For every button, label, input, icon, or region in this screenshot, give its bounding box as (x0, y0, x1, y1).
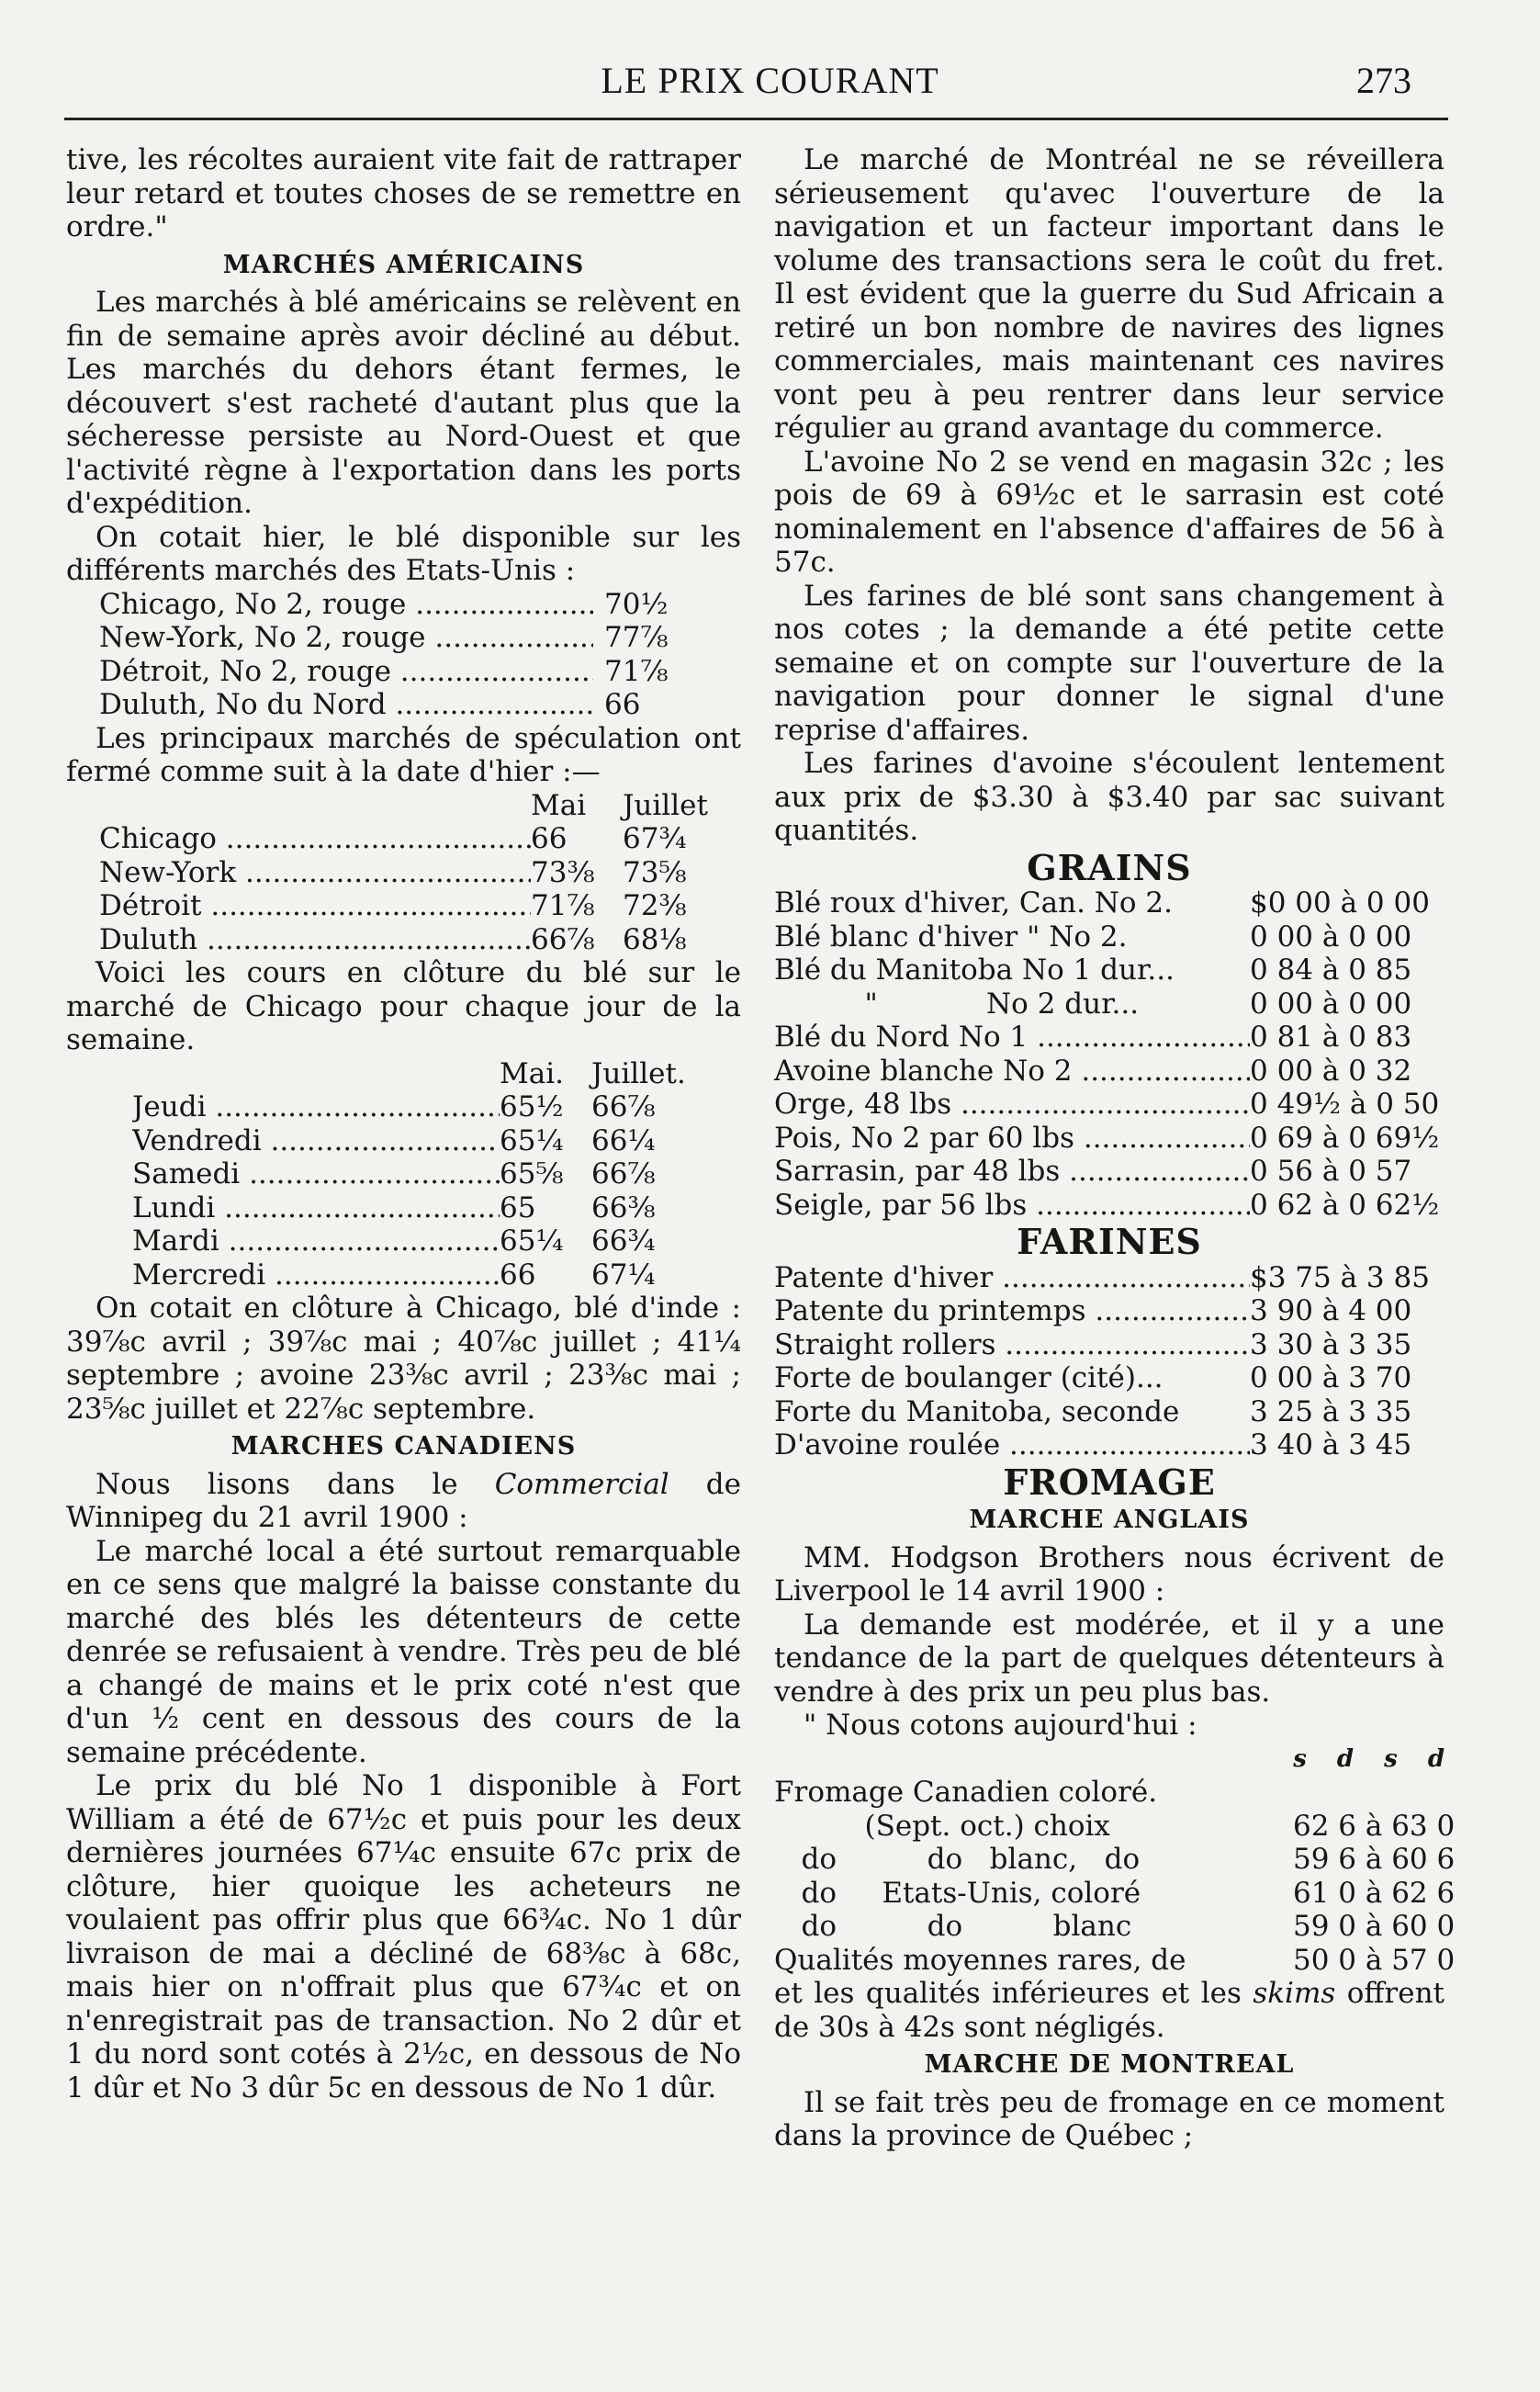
cell: 66 (531, 822, 568, 855)
intro-paragraph: tive, les récoltes auraient vite fait de rattraper leur retard et toutes choses de se remettre en ordre." (66, 143, 741, 243)
quote-label: Chicago, No 2, rouge ..... (99, 588, 593, 622)
price-label: Patente du printemps ..... (774, 1294, 1250, 1328)
cell: 72⅜ (623, 889, 687, 922)
price-label: Qualités moyennes rares, de (774, 1943, 1186, 1977)
price-label: Blé du Manitoba No 1 dur... (774, 953, 1175, 987)
cell: 65¼ (500, 1123, 564, 1157)
cell: 66⅞ (591, 1090, 656, 1123)
price-label: Avoine blanche No 2 ..... (774, 1055, 1250, 1089)
row-label: Vendredi ..... (132, 1124, 500, 1158)
price-value: 3 25 à 3 35 (1250, 1394, 1412, 1428)
price-row (774, 1294, 1444, 1328)
price-row (774, 1261, 1444, 1295)
cell: 67¼ (591, 1258, 656, 1292)
table-row (132, 1090, 741, 1124)
heading-marches-americains: MARCHÉS AMÉRICAINS (222, 250, 585, 279)
cell: 65½ (500, 1090, 564, 1123)
price-value: 0 00 à 0 00 (1250, 987, 1412, 1021)
farines-price-list (774, 1261, 1444, 1462)
column-header: Mai (531, 788, 587, 822)
price-row (774, 987, 1444, 1021)
cotait-paragraph: On cotait hier, le blé disponible sur les différents marchés des Etats-Unis : (66, 520, 741, 587)
cell: 71⅞ (531, 889, 595, 922)
fromage-price-list (774, 1776, 1456, 1977)
price-value: $3 75 à 3 85 (1250, 1260, 1430, 1294)
quote-row (99, 688, 687, 722)
price-value: 59 6 à 60 6 (1293, 1843, 1456, 1876)
price-value: 0 00 à 3 70 (1250, 1361, 1412, 1394)
column-header: Juillet (623, 788, 708, 822)
skims-paragraph: et les qualités inférieures et les skims offrent de 30s à 42s sont négligés. (774, 1977, 1444, 2044)
price-label: " No 2 dur... (774, 987, 1140, 1021)
price-row (774, 1021, 1444, 1055)
price-row (774, 1055, 1444, 1089)
page-number: 273 (1356, 60, 1411, 101)
price-value: 0 84 à 0 85 (1250, 953, 1412, 987)
price-row (774, 1876, 1456, 1911)
price-row (774, 1361, 1444, 1395)
quote-value: 66 (604, 688, 641, 721)
quote-row (99, 655, 687, 689)
price-label: Forte du Manitoba, seconde (774, 1394, 1180, 1428)
heading-marche-de-montreal: MARCHE DE MONTREAL (924, 2050, 1295, 2079)
price-value: 3 40 à 3 45 (1250, 1428, 1412, 1461)
price-label: Blé blanc d'hiver " No 2. (774, 920, 1128, 953)
nous-lisons-paragraph: Nous lisons dans le Commercial de Winnipeg du 21 avril 1900 : (66, 1467, 741, 1534)
quote-value: 70½ (604, 587, 669, 621)
table-row (132, 1258, 741, 1292)
table-row (99, 889, 741, 923)
header-rule (64, 118, 1448, 120)
price-row (774, 1122, 1444, 1156)
page-title: LE PRIX COURANT (601, 60, 939, 101)
table-row (132, 1157, 741, 1191)
cell: 65 (500, 1190, 536, 1224)
quote-value: 77⅞ (604, 621, 669, 654)
price-row (774, 1428, 1444, 1462)
price-value: 0 00 à 0 32 (1250, 1054, 1412, 1088)
price-row (774, 1910, 1456, 1944)
shillings-pence-header: s d s d (1293, 1744, 1444, 1773)
cotons-paragraph: " Nous cotons aujourd'hui : (804, 1709, 1197, 1742)
price-label: Seigle, par 56 lbs ..... (774, 1189, 1250, 1223)
price-value: 0 56 à 0 57 (1250, 1155, 1412, 1188)
row-label: Lundi ..... (132, 1191, 500, 1225)
price-value: 62 6 à 63 0 (1293, 1809, 1456, 1843)
row-label: Mardi ..... (132, 1224, 500, 1258)
column-header: Mai. (500, 1056, 564, 1090)
column-header: Juillet. (591, 1056, 686, 1090)
quote-row (99, 621, 687, 655)
price-row (774, 920, 1444, 954)
price-value: 0 62 à 0 62½ (1250, 1188, 1440, 1222)
price-value: 61 0 à 62 6 (1293, 1876, 1456, 1910)
montreal-paragraph: Le marché de Montréal ne se réveillera sérieusement qu'avec l'ouverture de la navigation et un facteur important dans le volume des transactions sera le coût du fret. Il est évident que la guerre du Sud Africain a retiré un bon nombre de navires des lignes commerciales, mais maintenant ces navires vont peu à peu rentrer dans leur service régulier au grand avantage du commerce. (774, 143, 1444, 445)
farines-avoine-paragraph: Les farines d'avoine s'écoulent lentement aux prix de $3.30 à $3.40 par sac suivant quantités. (774, 747, 1444, 847)
price-label: Forte de boulanger (cité)... (774, 1361, 1163, 1394)
table-header-row (132, 1057, 741, 1091)
quote-label: Détroit, No 2, rouge ..... (99, 655, 593, 689)
heading-farines: FARINES (1017, 1221, 1202, 1262)
price-value: 59 0 à 60 0 (1293, 1910, 1456, 1943)
quote-label: Duluth, No du Nord ..... (99, 688, 593, 722)
price-label: Fromage Canadien coloré. (774, 1776, 1158, 1809)
row-label: Jeudi ..... (132, 1090, 500, 1124)
row-label: Duluth ..... (99, 923, 531, 957)
price-label: Blé du Nord No 1 ..... (774, 1021, 1250, 1055)
chicago-daily-table (132, 1057, 741, 1292)
price-value: 0 49½ à 0 50 (1250, 1088, 1440, 1121)
price-label: Pois, No 2 par 60 lbs ..... (774, 1122, 1250, 1156)
right-column (774, 143, 1456, 2153)
price-row (774, 1809, 1456, 1844)
price-label: Blé roux d'hiver, Can. No 2. (774, 886, 1173, 920)
grains-price-list (774, 886, 1444, 1222)
heading-fromage: FROMAGE (1003, 1461, 1216, 1503)
quote-label: New-York, No 2, rouge ..... (99, 621, 593, 655)
voici-paragraph: Voici les cours en clôture du blé sur le marché de Chicago pour chaque jour de la semaine. (66, 956, 741, 1056)
heading-marche-anglais: MARCHE ANGLAIS (969, 1506, 1250, 1534)
cell: 66⅜ (591, 1190, 656, 1224)
cloture-paragraph: On cotait en clôture à Chicago, blé d'inde : 39⅞c avril ; 39⅞c mai ; 40⅞c juillet ; 41¼ septembre ; avoine 23⅜c avril ; 23⅜c mai ; 23⅝c juillet et 22⅞c septembre. (66, 1292, 741, 1426)
price-row (774, 1155, 1444, 1189)
cell: 73⅜ (531, 855, 595, 889)
table-header-row (99, 789, 741, 823)
quotes-list (66, 588, 741, 722)
fromage-quebec-paragraph: Il se fait très peu de fromage en ce moment dans la province de Québec ; (774, 2085, 1444, 2152)
row-label: Samedi ..... (132, 1157, 500, 1191)
skims-term: skims (1253, 1977, 1336, 2010)
price-label: Sarrasin, par 48 lbs ..... (774, 1155, 1250, 1189)
left-column (66, 143, 741, 2104)
price-value: 0 81 à 0 83 (1250, 1021, 1412, 1054)
price-row (774, 1395, 1444, 1429)
price-value: 3 90 à 4 00 (1250, 1294, 1412, 1327)
price-row (774, 1843, 1456, 1877)
price-label: Orge, 48 lbs ..... (774, 1088, 1250, 1122)
heading-marches-canadiens: MARCHES CANADIENS (230, 1432, 577, 1461)
quote-value: 71⅞ (604, 654, 669, 688)
price-value: 0 69 à 0 69½ (1250, 1121, 1440, 1155)
price-label: (Sept. oct.) choix (774, 1809, 1110, 1843)
quote-row (99, 588, 687, 622)
cell: 68⅛ (623, 922, 687, 956)
price-label: Straight rollers ..... (774, 1328, 1250, 1362)
price-row (774, 886, 1444, 920)
table-row (99, 923, 741, 957)
price-label: Patente d'hiver ..... (774, 1261, 1250, 1295)
demande-paragraph: La demande est modérée, et il y a une tendance de la part de quelques détenteurs à vendre à des prix un peu plus bas. (774, 1608, 1444, 1709)
cell: 66¼ (591, 1123, 656, 1157)
cell: 67¾ (623, 822, 687, 855)
cell: 65⅝ (500, 1157, 564, 1190)
avoine-paragraph: L'avoine No 2 se vend en magasin 32c ; les pois de 69 à 69½c et le sarrasin est coté nominalement en l'absence d'affaires de 56 à 57c. (774, 445, 1444, 579)
cell: 66⅞ (591, 1157, 656, 1190)
row-label: Détroit ..... (99, 889, 531, 923)
price-row (774, 1088, 1444, 1122)
price-label: do do blanc (774, 1910, 1132, 1943)
price-label: do do blanc, do (774, 1843, 1141, 1876)
speculation-table (99, 789, 741, 957)
table-row (132, 1124, 741, 1158)
table-row (132, 1191, 741, 1225)
price-row (774, 1189, 1444, 1223)
cell: 66⅞ (531, 922, 595, 956)
heading-grains: GRAINS (1027, 846, 1192, 888)
price-row (774, 1328, 1444, 1362)
table-row (99, 822, 741, 856)
row-label: Mercredi ..... (132, 1258, 500, 1292)
marche-local-paragraph: Le marché local a été surtout remarquable en ce sens que malgré la baisse constante du marché des blés les détenteurs de cette denrée se refusaient à vendre. Très peu de blé a changé de mains et le prix coté n'est que d'un ½ cent en dessous des cours de la semaine précédente. (66, 1534, 741, 1769)
cell: 66 (500, 1258, 536, 1292)
table-row (99, 856, 741, 890)
speculation-paragraph: Les principaux marchés de spéculation ont fermé comme suit à la date d'hier :— (66, 721, 741, 788)
fort-william-paragraph: Le prix du blé No 1 disponible à Fort William a été de 67½c et puis pour les deux dernières journées 67¼c ensuite 67c prix de clôture, hier quoique les acheteurs ne voulaient pas offrir plus que 66¾c. No 1 dûr livraison de mai a décliné de 68⅜c à 68c, mais hier on n'offrait plus que 67¾c et on n'enregistrait pas de transaction. No 2 dûr et 1 du nord sont cotés à 2½c, en dessous de No 1 dûr et No 3 dûr 5c en dessous de No 1 dûr. (66, 1769, 741, 2104)
hodgson-paragraph: MM. Hodgson Brothers nous écrivent de Liverpool le 14 avril 1900 : (774, 1540, 1444, 1608)
row-label: New-York ..... (99, 856, 531, 890)
farines-paragraph: Les farines de blé sont sans changement à nos cotes ; la demande a été petite cette semaine et on compte sur l'ouverture de la navigation pour donner le signal d'une reprise d'affaires. (774, 579, 1444, 747)
price-value: 50 0 à 57 0 (1293, 1943, 1456, 1977)
price-row (774, 1943, 1456, 1978)
cell: 73⅝ (623, 855, 687, 889)
price-value: $0 00 à 0 00 (1250, 886, 1430, 920)
price-label: D'avoine roulée ..... (774, 1428, 1250, 1462)
price-value: 3 30 à 3 35 (1250, 1327, 1412, 1361)
table-row (132, 1224, 741, 1258)
price-value: 0 00 à 0 00 (1250, 920, 1412, 953)
publication-name: Commercial (494, 1467, 669, 1501)
americains-paragraph: Les marchés à blé américains se relèvent en fin de semaine après avoir décliné au début. Les marchés du dehors étant fermes, le découvert s'est racheté d'autant plus que la sécheresse persiste au Nord-Ouest et que l'activité règne à l'exportation dans les ports d'expédition. (66, 286, 741, 520)
price-row (774, 953, 1444, 987)
row-label: Chicago ..... (99, 822, 531, 856)
cell: 66¾ (591, 1224, 656, 1258)
price-label: do Etats-Unis, coloré (774, 1876, 1141, 1910)
price-row (774, 1776, 1444, 1810)
cell: 65¼ (500, 1224, 564, 1258)
